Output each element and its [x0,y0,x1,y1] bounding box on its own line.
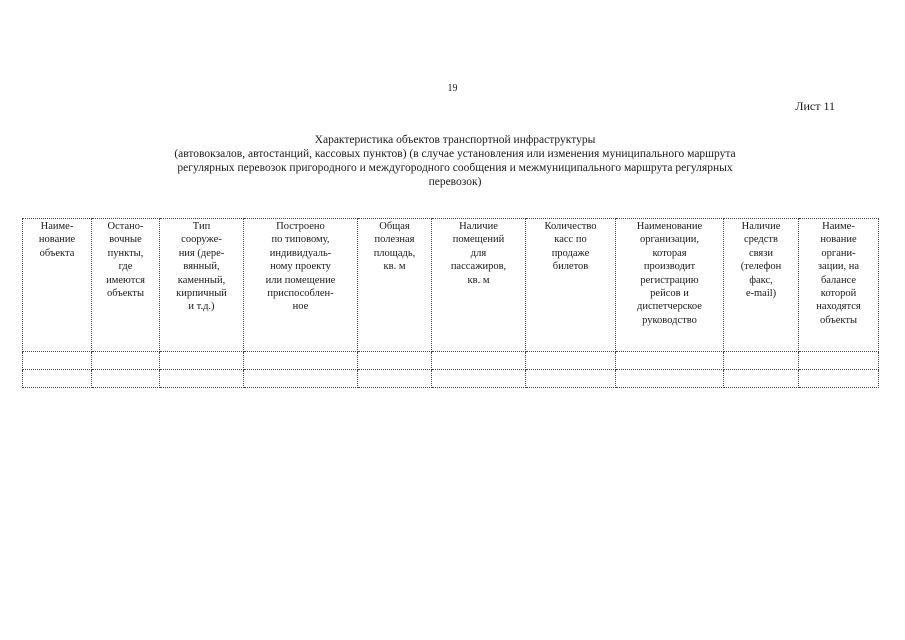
table-cell [244,370,358,388]
table-cell [160,370,244,388]
title-line: регулярных перевозок пригородного и междугородного сообщения и межмуниципального маршрута регулярных [177,162,733,174]
header-total-area: Общая полезная площадь, кв. м [358,219,432,352]
header-stop-points: Остано- вочные пункты, где имеются объекты [92,219,160,352]
table-cell [92,352,160,370]
sheet-label: Лист 11 [795,99,835,113]
document-title [70,133,840,189]
infrastructure-table [22,218,879,388]
table-cell [244,352,358,370]
table-cell [526,370,616,388]
table-cell [432,370,526,388]
table-cell [616,370,724,388]
table-cell [526,352,616,370]
header-dispatch-organization: Наименование организации, которая производит регистрацию рейсов и диспетчерское руководство [616,219,724,352]
table-cell [799,370,879,388]
table-row [23,352,879,370]
header-passenger-rooms: Наличие помещений для пассажиров, кв. м [432,219,526,352]
table-cell [799,352,879,370]
header-ticket-offices: Количество касс по продаже билетов [526,219,616,352]
table-cell [432,352,526,370]
header-structure-type: Тип сооруже- ния (дере- вянный, каменный, кирпичный и т.д.) [160,219,244,352]
table-cell [358,370,432,388]
header-communication-means: Наличие средств связи (телефон факс, e-mail) [724,219,799,352]
table-header-row [23,219,879,352]
page-number: 19 [447,83,458,94]
title-line: Характеристика объектов транспортной инфраструктуры [314,134,596,146]
table-cell [724,370,799,388]
table-cell [616,352,724,370]
header-object-name: Наиме- нование объекта [23,219,92,352]
header-balance-organization: Наиме- нование органи- зации, на балансе которой находятся объекты [799,219,879,352]
table-cell [160,352,244,370]
table-cell [358,352,432,370]
title-line: (автовокзалов, автостанций, кассовых пунктов) (в случае установления или изменения муниципального маршрута [174,148,736,160]
title-line: перевозок) [428,176,482,188]
table-cell [23,370,92,388]
header-project-type: Построено по типовому, индивидуаль- ному проекту или помещение приспособлен- ное [244,219,358,352]
table-cell [23,352,92,370]
table-row [23,370,879,388]
table-cell [92,370,160,388]
table-cell [724,352,799,370]
